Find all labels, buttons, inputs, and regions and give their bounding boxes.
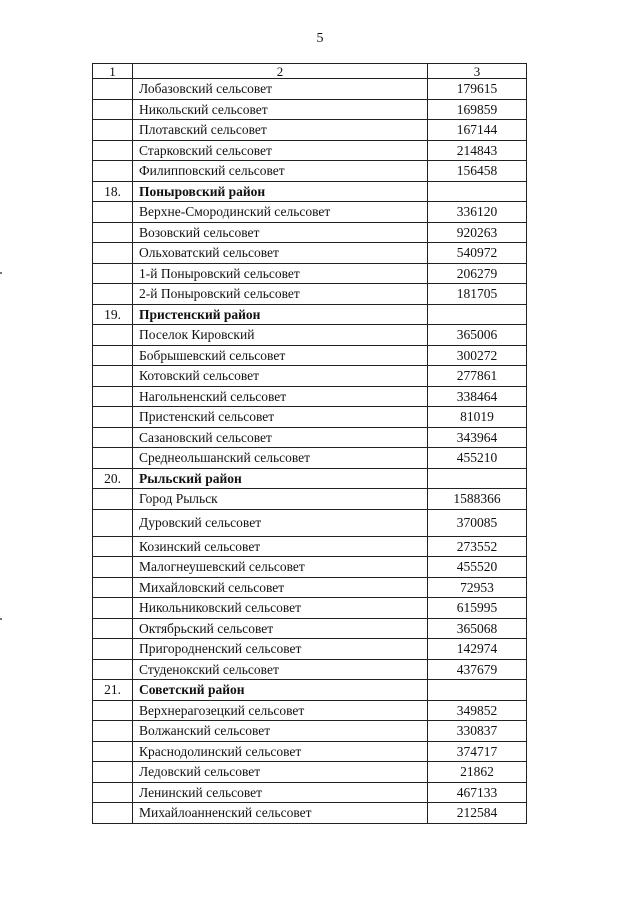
row-name: Город Рыльск: [133, 489, 428, 510]
row-number: [93, 263, 133, 284]
row-name: Студенокский сельсовет: [133, 659, 428, 680]
row-name: Козинский сельсовет: [133, 536, 428, 557]
table-row: [93, 263, 527, 284]
row-value: 167144: [428, 120, 527, 141]
table-row: [93, 700, 527, 721]
row-number: [93, 489, 133, 510]
row-value: 349852: [428, 700, 527, 721]
row-number: [93, 721, 133, 742]
table-row: [93, 489, 527, 510]
row-number: 19.: [93, 304, 133, 325]
header-col-value: 3: [428, 64, 527, 79]
row-value: 212584: [428, 803, 527, 824]
table-header-row: [93, 64, 527, 79]
table-row: [93, 536, 527, 557]
row-name: Котовский сельсовет: [133, 366, 428, 387]
row-number: [93, 741, 133, 762]
row-number: [93, 700, 133, 721]
row-name: Сазановский сельсовет: [133, 427, 428, 448]
table-row: [93, 448, 527, 469]
row-value: 179615: [428, 79, 527, 100]
row-value: 72953: [428, 577, 527, 598]
row-value: [428, 181, 527, 202]
table-row: [93, 222, 527, 243]
row-number: [93, 639, 133, 660]
table-row: [93, 366, 527, 387]
row-name: Никольский сельсовет: [133, 99, 428, 120]
allocation-table: [92, 63, 527, 824]
table-row: [93, 557, 527, 578]
page-number: 5: [316, 31, 324, 46]
row-name: 1-й Поныровский сельсовет: [133, 263, 428, 284]
table-row: [93, 284, 527, 305]
row-number: [93, 222, 133, 243]
row-name: Малогнеушевский сельсовет: [133, 557, 428, 578]
row-number: [93, 325, 133, 346]
row-number: [93, 577, 133, 598]
row-name: Пристенский район: [133, 304, 428, 325]
row-name: Пристенский сельсовет: [133, 407, 428, 428]
row-value: 21862: [428, 762, 527, 783]
row-number: [93, 659, 133, 680]
row-value: [428, 304, 527, 325]
row-number: [93, 99, 133, 120]
table-row: [93, 803, 527, 824]
row-value: 81019: [428, 407, 527, 428]
table-row: [93, 407, 527, 428]
table-row: [93, 577, 527, 598]
table-row: [93, 639, 527, 660]
row-name: Михайловский сельсовет: [133, 577, 428, 598]
row-name: Ледовский сельсовет: [133, 762, 428, 783]
row-value: 336120: [428, 202, 527, 223]
row-number: [93, 618, 133, 639]
row-name: Ольховатский сельсовет: [133, 243, 428, 264]
row-number: [93, 762, 133, 783]
row-number: [93, 120, 133, 141]
row-number: 21.: [93, 680, 133, 701]
row-number: [93, 448, 133, 469]
row-value: 615995: [428, 598, 527, 619]
row-number: [93, 79, 133, 100]
scan-mark: [0, 272, 2, 274]
row-name: Поселок Кировский: [133, 325, 428, 346]
table-row: [93, 386, 527, 407]
table-row: [93, 345, 527, 366]
scan-mark: [0, 618, 2, 620]
row-number: [93, 161, 133, 182]
row-value: [428, 468, 527, 489]
row-value: 437679: [428, 659, 527, 680]
row-name: Верхне-Смородинский сельсовет: [133, 202, 428, 223]
table-row: [93, 762, 527, 783]
row-name: 2-й Поныровский сельсовет: [133, 284, 428, 305]
district-row: [93, 181, 527, 202]
row-name: Волжанский сельсовет: [133, 721, 428, 742]
table-body: [93, 64, 527, 824]
table-row: [93, 243, 527, 264]
row-name: Ленинский сельсовет: [133, 782, 428, 803]
row-value: 540972: [428, 243, 527, 264]
table-row: [93, 659, 527, 680]
row-name: Филипповский сельсовет: [133, 161, 428, 182]
table-row: [93, 618, 527, 639]
row-name: Верхнерагозецкий сельсовет: [133, 700, 428, 721]
header-col-name: 2: [133, 64, 428, 79]
table-row: [93, 509, 527, 536]
row-value: 365068: [428, 618, 527, 639]
row-value: 169859: [428, 99, 527, 120]
row-value: 374717: [428, 741, 527, 762]
district-row: [93, 680, 527, 701]
row-number: [93, 386, 133, 407]
table-row: [93, 161, 527, 182]
row-value: [428, 680, 527, 701]
row-value: 920263: [428, 222, 527, 243]
row-name: Бобрышевский сельсовет: [133, 345, 428, 366]
row-value: 300272: [428, 345, 527, 366]
table-row: [93, 99, 527, 120]
row-name: Старковский сельсовет: [133, 140, 428, 161]
row-value: 206279: [428, 263, 527, 284]
table-row: [93, 741, 527, 762]
row-value: 455520: [428, 557, 527, 578]
row-number: [93, 509, 133, 536]
table-row: [93, 202, 527, 223]
row-value: 370085: [428, 509, 527, 536]
row-value: 273552: [428, 536, 527, 557]
row-number: 18.: [93, 181, 133, 202]
row-value: 330837: [428, 721, 527, 742]
row-number: [93, 427, 133, 448]
row-number: [93, 782, 133, 803]
row-number: [93, 803, 133, 824]
row-number: 20.: [93, 468, 133, 489]
row-number: [93, 557, 133, 578]
row-number: [93, 345, 133, 366]
row-number: [93, 284, 133, 305]
table-row: [93, 120, 527, 141]
row-number: [93, 598, 133, 619]
row-value: 455210: [428, 448, 527, 469]
row-name: Краснодолинский сельсовет: [133, 741, 428, 762]
row-value: 181705: [428, 284, 527, 305]
row-number: [93, 243, 133, 264]
district-row: [93, 468, 527, 489]
row-value: 467133: [428, 782, 527, 803]
row-value: 156458: [428, 161, 527, 182]
table-row: [93, 782, 527, 803]
row-value: 142974: [428, 639, 527, 660]
row-name: Пригородненский сельсовет: [133, 639, 428, 660]
row-name: Рыльский район: [133, 468, 428, 489]
row-number: [93, 202, 133, 223]
row-name: Михайлоанненский сельсовет: [133, 803, 428, 824]
row-value: 338464: [428, 386, 527, 407]
row-value: 214843: [428, 140, 527, 161]
row-number: [93, 536, 133, 557]
row-name: Дуровский сельсовет: [133, 509, 428, 536]
row-name: Поныровский район: [133, 181, 428, 202]
table-row: [93, 598, 527, 619]
table-row: [93, 427, 527, 448]
row-name: Никольниковский сельсовет: [133, 598, 428, 619]
table-row: [93, 140, 527, 161]
row-name: Плотавский сельсовет: [133, 120, 428, 141]
row-number: [93, 407, 133, 428]
row-value: 343964: [428, 427, 527, 448]
row-value: 1588366: [428, 489, 527, 510]
row-name: Среднеольшанский сельсовет: [133, 448, 428, 469]
table-row: [93, 721, 527, 742]
row-name: Нагольненский сельсовет: [133, 386, 428, 407]
row-number: [93, 366, 133, 387]
row-number: [93, 140, 133, 161]
table-row: [93, 79, 527, 100]
row-name: Возовский сельсовет: [133, 222, 428, 243]
row-name: Советский район: [133, 680, 428, 701]
header-col-number: 1: [93, 64, 133, 79]
row-name: Октябрьский сельсовет: [133, 618, 428, 639]
row-name: Лобазовский сельсовет: [133, 79, 428, 100]
row-value: 365006: [428, 325, 527, 346]
row-value: 277861: [428, 366, 527, 387]
district-row: [93, 304, 527, 325]
table-row: [93, 325, 527, 346]
